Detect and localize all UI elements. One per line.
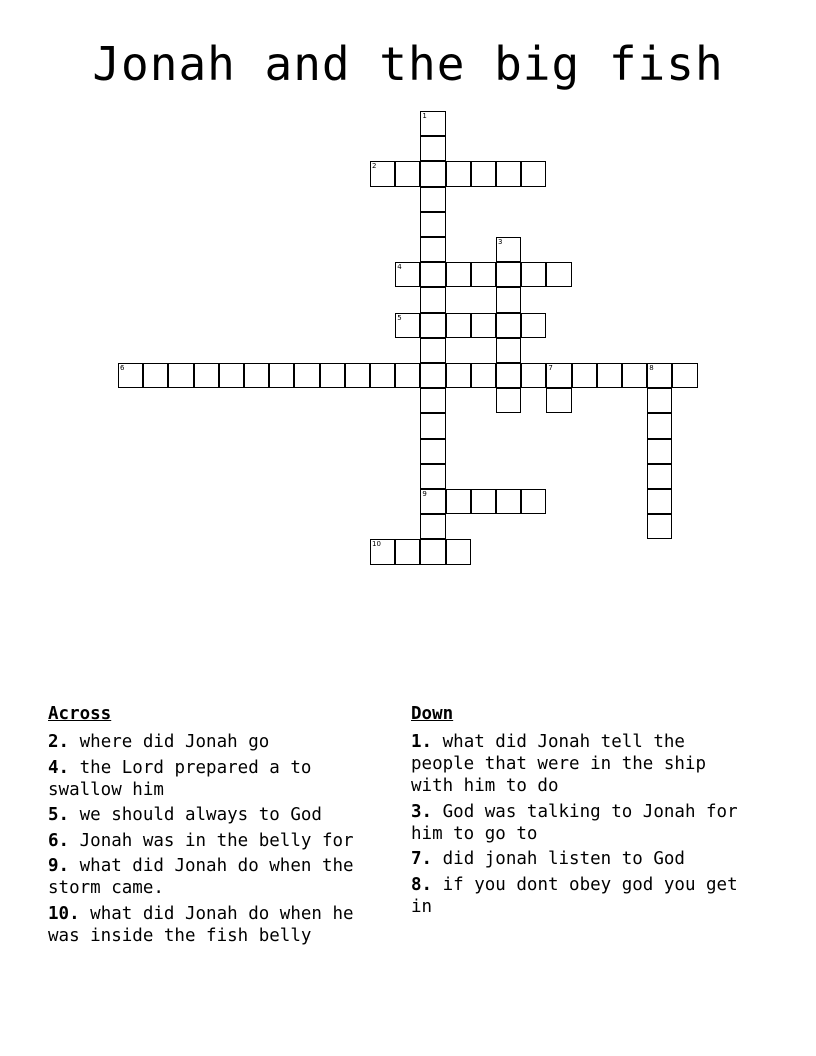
clue-across-5 (48, 804, 393, 826)
clue-number: 6. (48, 830, 70, 851)
grid-cell[interactable] (546, 262, 571, 287)
clue-across-6 (48, 830, 393, 852)
clue-number: 8. (411, 874, 433, 895)
cell-number: 8 (649, 364, 654, 372)
clue-across-9 (48, 855, 393, 899)
grid-cell[interactable] (420, 489, 445, 514)
grid-cell[interactable] (219, 363, 244, 388)
clue-text: the Lord prepared a to swallow him (48, 757, 312, 800)
grid-cell[interactable] (420, 111, 445, 136)
grid-cell[interactable] (647, 363, 672, 388)
cell-number: 1 (422, 112, 427, 120)
grid-cell[interactable] (395, 313, 420, 338)
grid-cell[interactable] (395, 363, 420, 388)
cell-number: 9 (422, 490, 427, 498)
puzzle-title: Jonah and the big fish (92, 37, 724, 91)
grid-cell[interactable] (294, 363, 319, 388)
grid-cell[interactable] (521, 313, 546, 338)
grid-cell[interactable] (647, 464, 672, 489)
grid-cell[interactable] (420, 313, 445, 338)
grid-cell[interactable] (521, 363, 546, 388)
grid-cell[interactable] (143, 363, 168, 388)
cell-number: 7 (548, 364, 553, 372)
grid-cell[interactable] (521, 489, 546, 514)
grid-cell[interactable] (496, 338, 521, 363)
clue-number: 9. (48, 856, 70, 876)
grid-cell[interactable] (420, 464, 445, 489)
grid-cell[interactable] (672, 363, 697, 388)
grid-cell[interactable] (420, 212, 445, 237)
clue-down-7 (411, 848, 756, 870)
grid-cell[interactable] (647, 489, 672, 514)
grid-cell[interactable] (496, 388, 521, 413)
clue-number: 3. (411, 801, 433, 822)
clue-text: what did Jonah do when he was inside the fish belly (48, 903, 354, 946)
grid-cell[interactable] (345, 363, 370, 388)
grid-cell[interactable] (269, 363, 294, 388)
grid-cell[interactable] (572, 363, 597, 388)
clue-number: 10. (48, 903, 80, 924)
grid-cell[interactable] (370, 539, 395, 564)
clue-text: if you dont obey god you get in (411, 874, 738, 917)
grid-cell[interactable] (446, 539, 471, 564)
grid-cell[interactable] (420, 514, 445, 539)
clue-number: 7. (411, 849, 433, 869)
grid-cell[interactable] (496, 262, 521, 287)
grid-cell[interactable] (420, 262, 445, 287)
grid-cell[interactable] (420, 439, 445, 464)
grid-cell[interactable] (370, 363, 395, 388)
grid-cell[interactable] (420, 237, 445, 262)
grid-cell[interactable] (546, 363, 571, 388)
grid-cell[interactable] (420, 287, 445, 312)
grid-cell[interactable] (647, 439, 672, 464)
cell-number: 2 (372, 162, 377, 171)
clue-down-1 (411, 731, 756, 797)
grid-cell[interactable] (496, 363, 521, 388)
clue-text: did jonah listen to God (442, 849, 685, 869)
grid-cell[interactable] (446, 313, 471, 338)
clue-number: 1. (411, 732, 433, 752)
clue-down-8 (411, 874, 756, 918)
cell-number: 10 (372, 540, 381, 549)
grid-cell[interactable] (446, 262, 471, 287)
clue-across-4 (48, 757, 393, 801)
grid-cell[interactable] (446, 363, 471, 388)
grid-cell[interactable] (420, 338, 445, 363)
clue-number: 4. (48, 757, 70, 778)
grid-cell[interactable] (420, 539, 445, 564)
grid-cell[interactable] (471, 489, 496, 514)
grid-cell[interactable] (194, 363, 219, 388)
cell-number: 5 (397, 313, 402, 322)
grid-cell[interactable] (420, 161, 445, 186)
grid-cell[interactable] (496, 313, 521, 338)
grid-cell[interactable] (647, 413, 672, 438)
cell-number: 6 (120, 364, 125, 372)
down-heading: Down (411, 704, 454, 724)
grid-cell[interactable] (395, 539, 420, 564)
clue-number: 5. (48, 805, 70, 825)
cell-number: 3 (498, 238, 503, 246)
grid-cell[interactable] (420, 413, 445, 438)
grid-cell[interactable] (496, 161, 521, 186)
clue-number: 2. (48, 732, 70, 752)
grid-cell[interactable] (471, 313, 496, 338)
grid-cell[interactable] (420, 187, 445, 212)
grid-cell[interactable] (370, 161, 395, 186)
grid-cell[interactable] (395, 262, 420, 287)
grid-cell[interactable] (496, 237, 521, 262)
grid-cell[interactable] (395, 161, 420, 186)
grid-cell[interactable] (244, 363, 269, 388)
grid-cell[interactable] (622, 363, 647, 388)
grid-cell[interactable] (471, 262, 496, 287)
clue-across-2 (48, 731, 393, 753)
cell-number: 4 (397, 263, 402, 272)
across-clues (48, 703, 393, 950)
grid-cell[interactable] (320, 363, 345, 388)
clue-text: we should always to God (79, 805, 322, 825)
clue-text: where did Jonah go (79, 732, 270, 752)
clue-text: God was talking to Jonah for him to go to (411, 801, 738, 844)
grid-cell[interactable] (471, 363, 496, 388)
grid-cell[interactable] (521, 161, 546, 186)
grid-cell[interactable] (420, 363, 445, 388)
grid-cell[interactable] (546, 388, 571, 413)
grid-cell[interactable] (168, 363, 193, 388)
clue-text: what did Jonah do when the storm came. (48, 856, 354, 898)
grid-cell[interactable] (446, 161, 471, 186)
grid-cell[interactable] (647, 388, 672, 413)
grid-cell[interactable] (521, 262, 546, 287)
grid-cell[interactable] (420, 136, 445, 161)
grid-cell[interactable] (471, 161, 496, 186)
clue-text: Jonah was in the belly for (79, 830, 354, 851)
grid-cell[interactable] (496, 287, 521, 312)
grid-cell[interactable] (446, 489, 471, 514)
down-clues (411, 703, 756, 921)
grid-cell[interactable] (496, 489, 521, 514)
grid-cell[interactable] (647, 514, 672, 539)
clue-text: what did Jonah tell the people that were in the ship with him to do (411, 732, 707, 796)
across-heading: Across (48, 704, 112, 724)
clue-across-10 (48, 903, 393, 947)
grid-cell[interactable] (597, 363, 622, 388)
grid-cell[interactable] (420, 388, 445, 413)
clue-down-3 (411, 801, 756, 845)
grid-cell[interactable] (118, 363, 143, 388)
